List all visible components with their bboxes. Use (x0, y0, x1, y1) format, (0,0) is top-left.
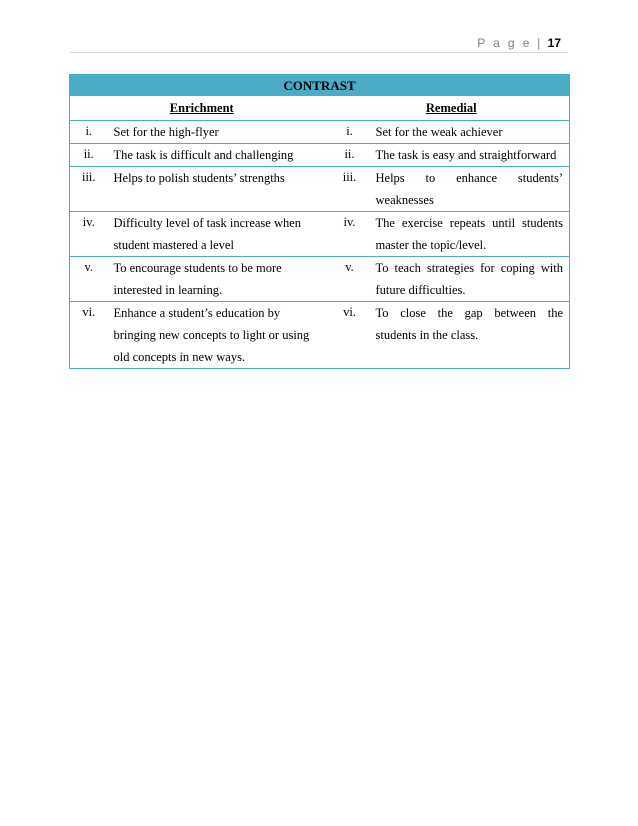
table-title: CONTRAST (70, 75, 570, 97)
column-header-row (70, 96, 570, 121)
row-number-right: i. (334, 121, 366, 144)
enrichment-cell: The task is difficult and challenging (108, 144, 334, 167)
enrichment-cell: Set for the high-flyer (108, 121, 334, 144)
enrichment-cell: To encourage students to be more interested in learning. (108, 257, 334, 302)
row-number-left: iii. (70, 167, 108, 212)
column-header-remedial: Remedial (425, 101, 477, 115)
row-number-left: ii. (70, 144, 108, 167)
remedial-cell: To teach strategies for coping with future difficulties. (366, 257, 570, 302)
row-number-left: vi. (70, 302, 108, 369)
table-row (70, 144, 570, 167)
row-number-right: v. (334, 257, 366, 302)
row-number-left: iv. (70, 212, 108, 257)
page-separator: | (537, 36, 541, 50)
page-label: P a g e (477, 36, 532, 50)
remedial-cell: The exercise repeats until students master the topic/level. (366, 212, 570, 257)
page-header (477, 36, 561, 50)
row-number-right: iii. (334, 167, 366, 212)
row-number-right: vi. (334, 302, 366, 369)
enrichment-cell: Difficulty level of task increase when student mastered a level (108, 212, 334, 257)
row-number-right: ii. (334, 144, 366, 167)
row-number-left: v. (70, 257, 108, 302)
table-row (70, 121, 570, 144)
enrichment-cell: Helps to polish students’ strengths (108, 167, 334, 212)
table-row (70, 212, 570, 257)
enrichment-cell: Enhance a student’s education by bringing new concepts to light or using old concepts in new ways. (108, 302, 334, 369)
table-row (70, 167, 570, 212)
remedial-cell: The task is easy and straightforward (366, 144, 570, 167)
remedial-cell: Helps to enhance students’ weaknesses (366, 167, 570, 212)
header-rule (70, 52, 568, 53)
table-row (70, 302, 570, 369)
row-number-right: iv. (334, 212, 366, 257)
row-number-left: i. (70, 121, 108, 144)
remedial-cell: Set for the weak achiever (366, 121, 570, 144)
page-number: 17 (547, 36, 561, 50)
table-title-row (70, 75, 570, 97)
contrast-table (69, 74, 570, 369)
remedial-cell: To close the gap between the students in the class. (366, 302, 570, 369)
table-row (70, 257, 570, 302)
column-header-enrichment: Enrichment (169, 101, 234, 115)
